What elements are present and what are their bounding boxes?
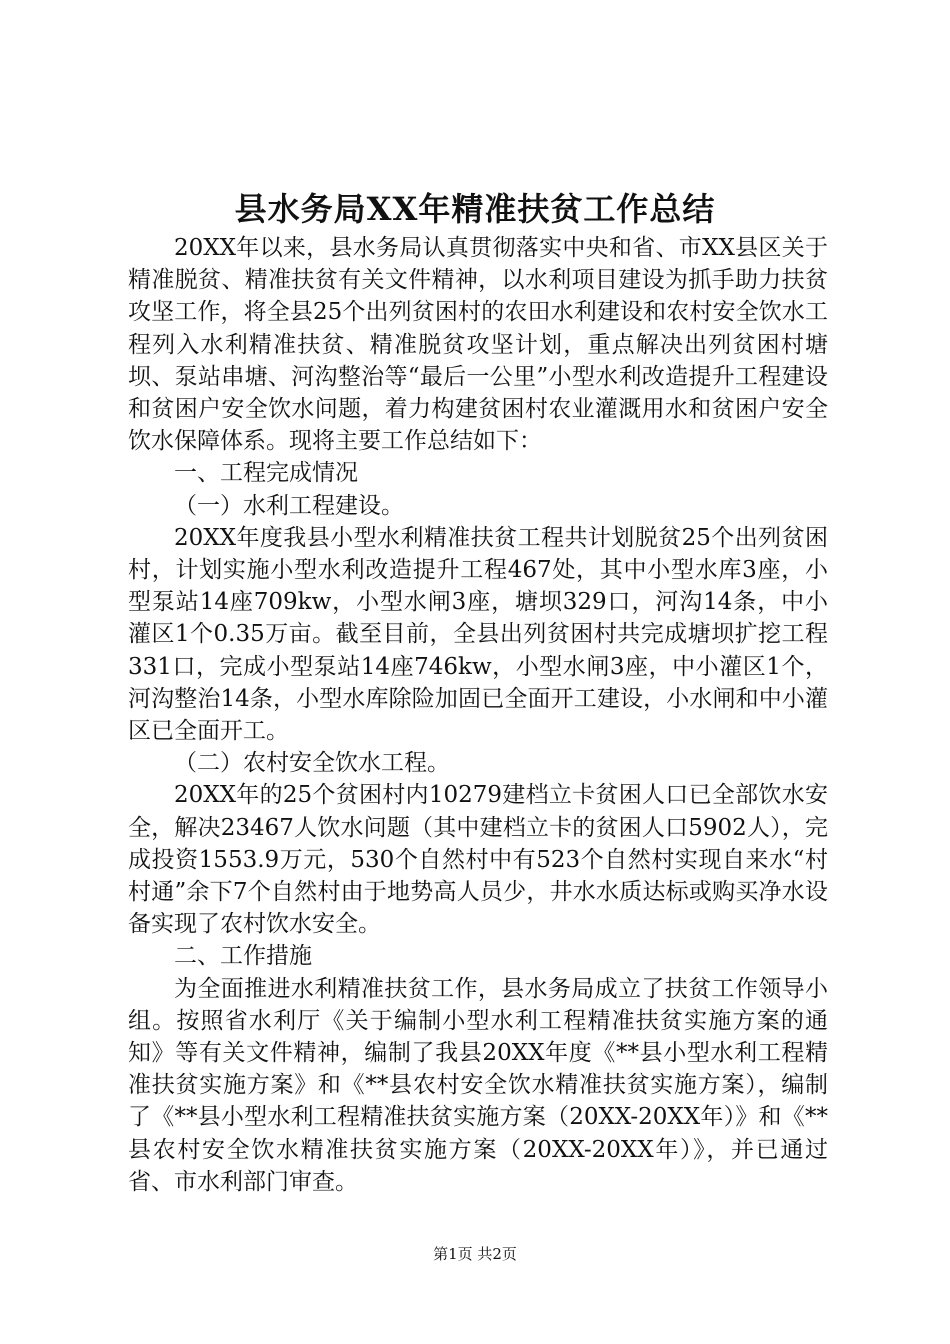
body-paragraph: 20XX年度我县小型水利精准扶贫工程共计划脱贫25个出列贫困村，计划实施小型水利改造提升工程467处，其中小型水库3座，小型泵站14座709kw，小型水闸3座，塘坝329口，河沟14条，中小灌区1个0.35万亩。截至目前，全县出列贫困村共完成塘坝扩挖工程331口，完成小型泵站14座746kw，小型水闸3座，中小灌区1个，河沟整治14条，小型水库除险加固已全面开工建设，小水闸和中小灌区已全面开工。	[128, 524, 828, 745]
document-title: 县水务局XX年精准扶贫工作总结	[234, 190, 716, 228]
intro-paragraph: 20XX年以来，县水务局认真贯彻落实中央和省、市XX县区关于精准脱贫、精准扶贫有关文件精神，以水利项目建设为抓手助力扶贫攻坚工作，将全县25个出列贫困村的农田水利建设和农村安全饮水工程列入水利精准扶贫、精准脱贫攻坚计划，重点解决出列贫困村塘坝、泵站串塘、河沟整治等“最后一公里”小型水利改造提升工程建设和贫困户安全饮水问题，着力构建贫困村农业灌溉用水和贫困户安全饮水保障体系。现将主要工作总结如下：	[128, 235, 828, 455]
page-number-footer: 第1页 共2页	[433, 1245, 517, 1263]
subsection-heading-1: （一）水利工程建设。	[174, 492, 404, 519]
body-paragraph: 20XX年的25个贫困村内10279建档立卡贫困人口已全部饮水安全，解决23467人饮水问题（其中建档立卡的贫困人口5902人），完成投资1553.9万元，530个自然村中有523个自然村实现自来水“村村通”余下7个自然村由于地势高人员少，井水水质达标或购买净水设备实现了农村饮水安全。	[128, 782, 828, 938]
section-heading-2: 二、工作措施	[174, 943, 312, 970]
document-body	[128, 232, 828, 1198]
section-heading-1: 一、工程完成情况	[174, 460, 358, 487]
subsection-heading-2: （二）农村安全饮水工程。	[174, 750, 450, 777]
body-paragraph: 为全面推进水利精准扶贫工作，县水务局成立了扶贫工作领导小组。按照省水利厅《关于编制小型水利工程精准扶贫实施方案的通知》等有关文件精神，编制了我县20XX年度《**县小型水利工程精准扶贫实施方案》和《**县农村安全饮水精准扶贫实施方案），编制了《**县小型水利工程精准扶贫实施方案（20XX-20XX年）》和《**县农村安全饮水精准扶贫实施方案（20XX-20XX年）》，并已通过省、市水利部门审查。	[128, 975, 828, 1195]
